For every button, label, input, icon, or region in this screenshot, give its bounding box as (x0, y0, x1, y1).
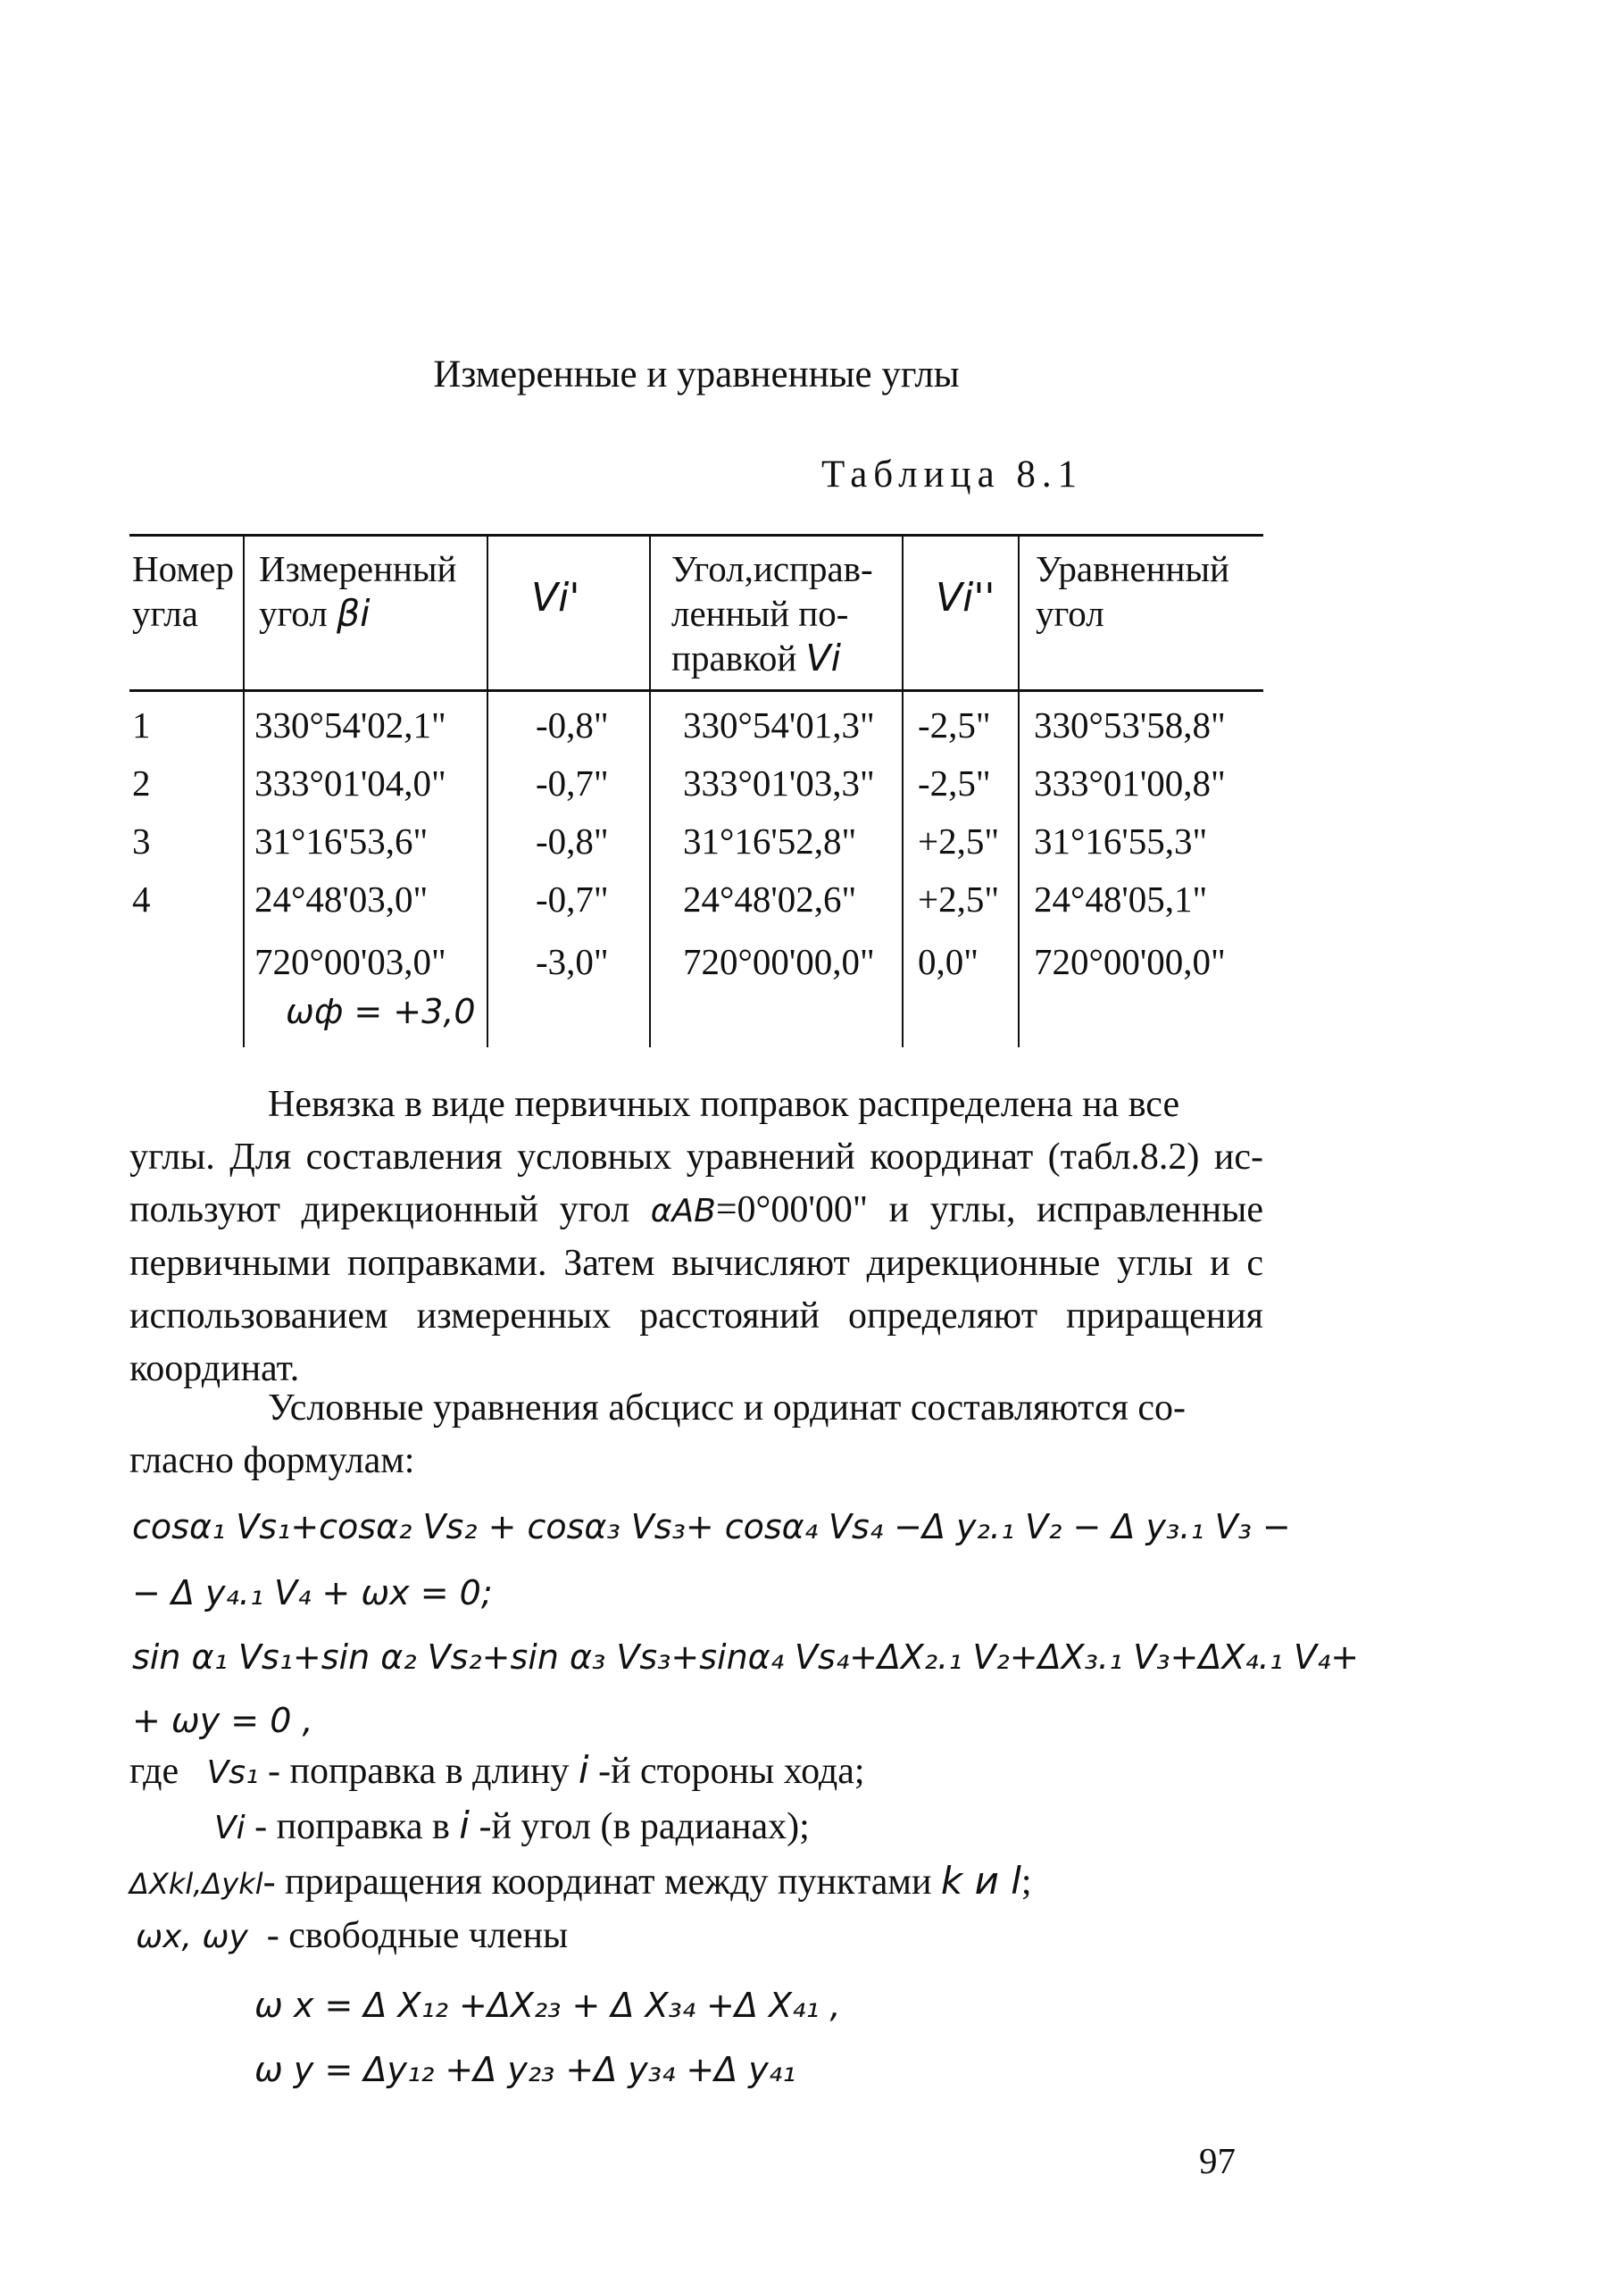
formula-line-2: − Δ y₄.₁ V₄ + ωx = 0; (132, 1573, 493, 1612)
formula-line-4: + ωy = 0 , (132, 1701, 313, 1740)
legend-item-1: где Vs₁ - поправка в длину i -й стороны хода; (129, 1748, 865, 1792)
omega-y-formula: ω y = Δy₁₂ +Δ y₂₃ +Δ y₃₄ +Δ y₄₁ (254, 2050, 796, 2089)
row-4-corrected: 24°48'02,6" (683, 879, 857, 920)
legend-item-4: ωx, ωy - свободные члены (136, 1915, 569, 1956)
row-4-v2: +2,5" (918, 879, 1000, 920)
row-1-v1: -0,8" (536, 704, 609, 746)
row-1-number: 1 (132, 704, 151, 746)
row-2-adjusted: 333°01'00,8" (1034, 762, 1226, 804)
row-4-measured: 24°48'03,0" (254, 879, 429, 920)
row-1-measured: 330°54'02,1" (254, 704, 446, 746)
row-3-number: 3 (132, 821, 151, 862)
row-2-v2: -2,5" (918, 762, 991, 804)
totals-corrected: 720°00'00,0" (683, 941, 875, 982)
row-3-measured: 31°16'53,6" (254, 821, 429, 862)
totals-measured: 720°00'03,0" (254, 941, 446, 982)
page-number: 97 (1199, 2140, 1236, 2181)
table-top-rule (129, 534, 1263, 537)
table-label: Таблица 8.1 (821, 454, 1084, 496)
v-symbol: Vi (805, 637, 841, 679)
header-number: Номер угла (132, 548, 234, 634)
header-v-double-prime: Vi'' (936, 575, 995, 621)
alpha-ab-symbol: αAB (650, 1193, 716, 1229)
row-3-corrected: 31°16'52,8" (683, 821, 857, 862)
row-3-v1: -0,8" (536, 821, 609, 862)
row-2-measured: 333°01'04,0" (254, 762, 446, 804)
totals-adjusted: 720°00'00,0" (1034, 941, 1226, 982)
row-3-adjusted: 31°16'55,3" (1034, 821, 1208, 862)
header-v-prime: Vi' (531, 575, 580, 621)
row-3-v2: +2,5" (918, 821, 1000, 862)
row-1-v2: -2,5" (918, 704, 991, 746)
row-2-v1: -0,7" (536, 762, 609, 804)
formula-line-3: sin α₁ Vs₁+sin α₂ Vs₂+sin α₃ Vs₃+sinα₄ Vs₄+ΔX₂.₁ V₂+ΔX₃.₁ V₃+ΔX₄.₁ V₄+ (132, 1637, 1360, 1677)
row-4-number: 4 (132, 879, 151, 920)
omega-x-formula: ω x = Δ X₁₂ +ΔX₂₃ + Δ X₃₄ +Δ X₄₁ , (254, 1986, 841, 2025)
formula-line-1: cosα₁ Vs₁+cosα₂ Vs₂ + cosα₃ Vs₃+ cosα₄ Vs₄ −Δ y₂.₁ V₂ − Δ y₃.₁ V₃ − (132, 1507, 1291, 1546)
row-4-v1: -0,7" (536, 879, 609, 920)
table-title: Измеренные и уравненные углы (433, 354, 960, 396)
col-divider-5 (1018, 534, 1020, 1047)
row-2-number: 2 (132, 762, 151, 804)
totals-v2: 0,0" (918, 941, 979, 982)
paragraph-1: Невязка в виде первичных поправок распределена на все углы. Для составления условных уравнений координат (табл.8.2) ис-пользуют дирекционный угол αAB=0°00'00" и углы, исправленные первичными поправками. Затем вычисляют дирекционные углы и с использованием измеренных расстояний определяют приращения координат. (129, 1084, 1263, 1389)
col-divider-2 (487, 534, 488, 1047)
legend-item-2: Vi - поправка в i -й угол (в радианах); (214, 1804, 810, 1847)
table-header-rule (129, 689, 1263, 692)
beta-symbol: βi (336, 592, 371, 635)
header-corrected: Угол,исправ- ленный по- правкой Vi (671, 548, 873, 679)
misclosure: ωф = +3,0 (286, 992, 476, 1031)
col-divider-3 (649, 534, 651, 1047)
col-divider-1 (243, 534, 245, 1047)
row-4-adjusted: 24°48'05,1" (1034, 879, 1208, 920)
totals-v1: -3,0" (536, 941, 609, 982)
row-1-corrected: 330°54'01,3" (683, 704, 875, 746)
row-1-adjusted: 330°53'58,8" (1034, 704, 1226, 746)
legend-item-3: ΔXkl,Δykl- приращения координат между пунктами k и l; (129, 1859, 1032, 1903)
paragraph-2: Условные уравнения абсцисс и ординат составляются со- гласно формулам: (129, 1387, 1187, 1481)
header-adjusted: Уравненный угол (1036, 548, 1229, 634)
header-measured: Измеренный угол βi (259, 548, 457, 635)
col-divider-4 (902, 534, 904, 1047)
row-2-corrected: 333°01'03,3" (683, 762, 875, 804)
